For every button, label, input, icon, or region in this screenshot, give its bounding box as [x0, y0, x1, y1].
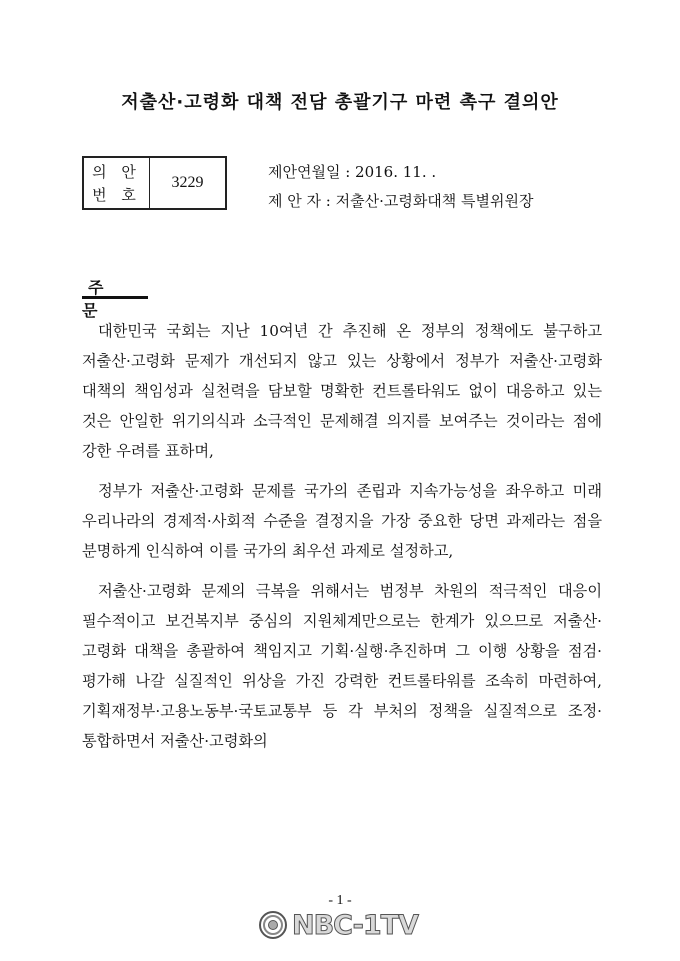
bill-number-label — [84, 158, 150, 208]
section-heading: 주 문 — [82, 275, 148, 299]
body-paragraph-2: 정부가 저출산·고령화 문제를 국가의 존립과 지속가능성을 좌우하고 미래 우리나라의 경제적·사회적 수준을 결정지을 가장 중요한 당면 과제라는 점을 분명하게 인식하여 이를 국가의 최우선 과제로 설정하고, — [82, 482, 602, 560]
body-paragraph-3: 저출산·고령화 문제의 극복을 위해서는 범정부 차원의 적극적인 대응이 필수적이고 보건복지부 중심의 지원체계만으로는 한계가 있으므로 저출산·고령화 대책을 총괄하여 책임지고 기획·실행·추진하며 그 이행 상황을 점검·평가해 나갈 실질적인 위상을 가진 강력한 컨트롤타워를 조속히 마련하여, 기획재정부·고용노동부·국토교통부 등 각 부처의 정책을 실질적으로 조정·통합하면서 저출산·고령화의 — [82, 582, 602, 750]
proposer: 제 안 자 : 저출산·고령화대책 특별위원장 — [268, 192, 534, 210]
document-title: 저출산·고령화 대책 전담 총괄기구 마련 촉구 결의안 — [121, 92, 559, 113]
proposal-date: 제안연월일 : 2016. 11. . — [268, 163, 437, 181]
bill-label-line1: 의 안 — [92, 163, 141, 181]
bill-number-box — [82, 156, 227, 210]
watermark-text: NBC-1TV — [292, 909, 418, 941]
document-body — [82, 316, 602, 766]
body-paragraph-1: 대한민국 국회는 지난 10여년 간 추진해 온 정부의 정책에도 불구하고 저출산·고령화 문제가 개선되지 않고 있는 상황에서 정부가 저출산·고령화 대책의 책임성과 실천력을 담보할 명확한 컨트롤타워도 없이 대응하고 있는 것은 안일한 위기의식과 소극적인 문제해결 의지를 보여주는 것이라는 점에 강한 우려를 표하며, — [82, 322, 602, 460]
bill-number-value: 3229 — [171, 174, 204, 191]
page-number: - 1 - — [328, 893, 352, 908]
watermark — [258, 903, 428, 947]
bill-label-line2: 번 호 — [92, 186, 141, 204]
broadcast-logo-icon — [258, 910, 288, 940]
